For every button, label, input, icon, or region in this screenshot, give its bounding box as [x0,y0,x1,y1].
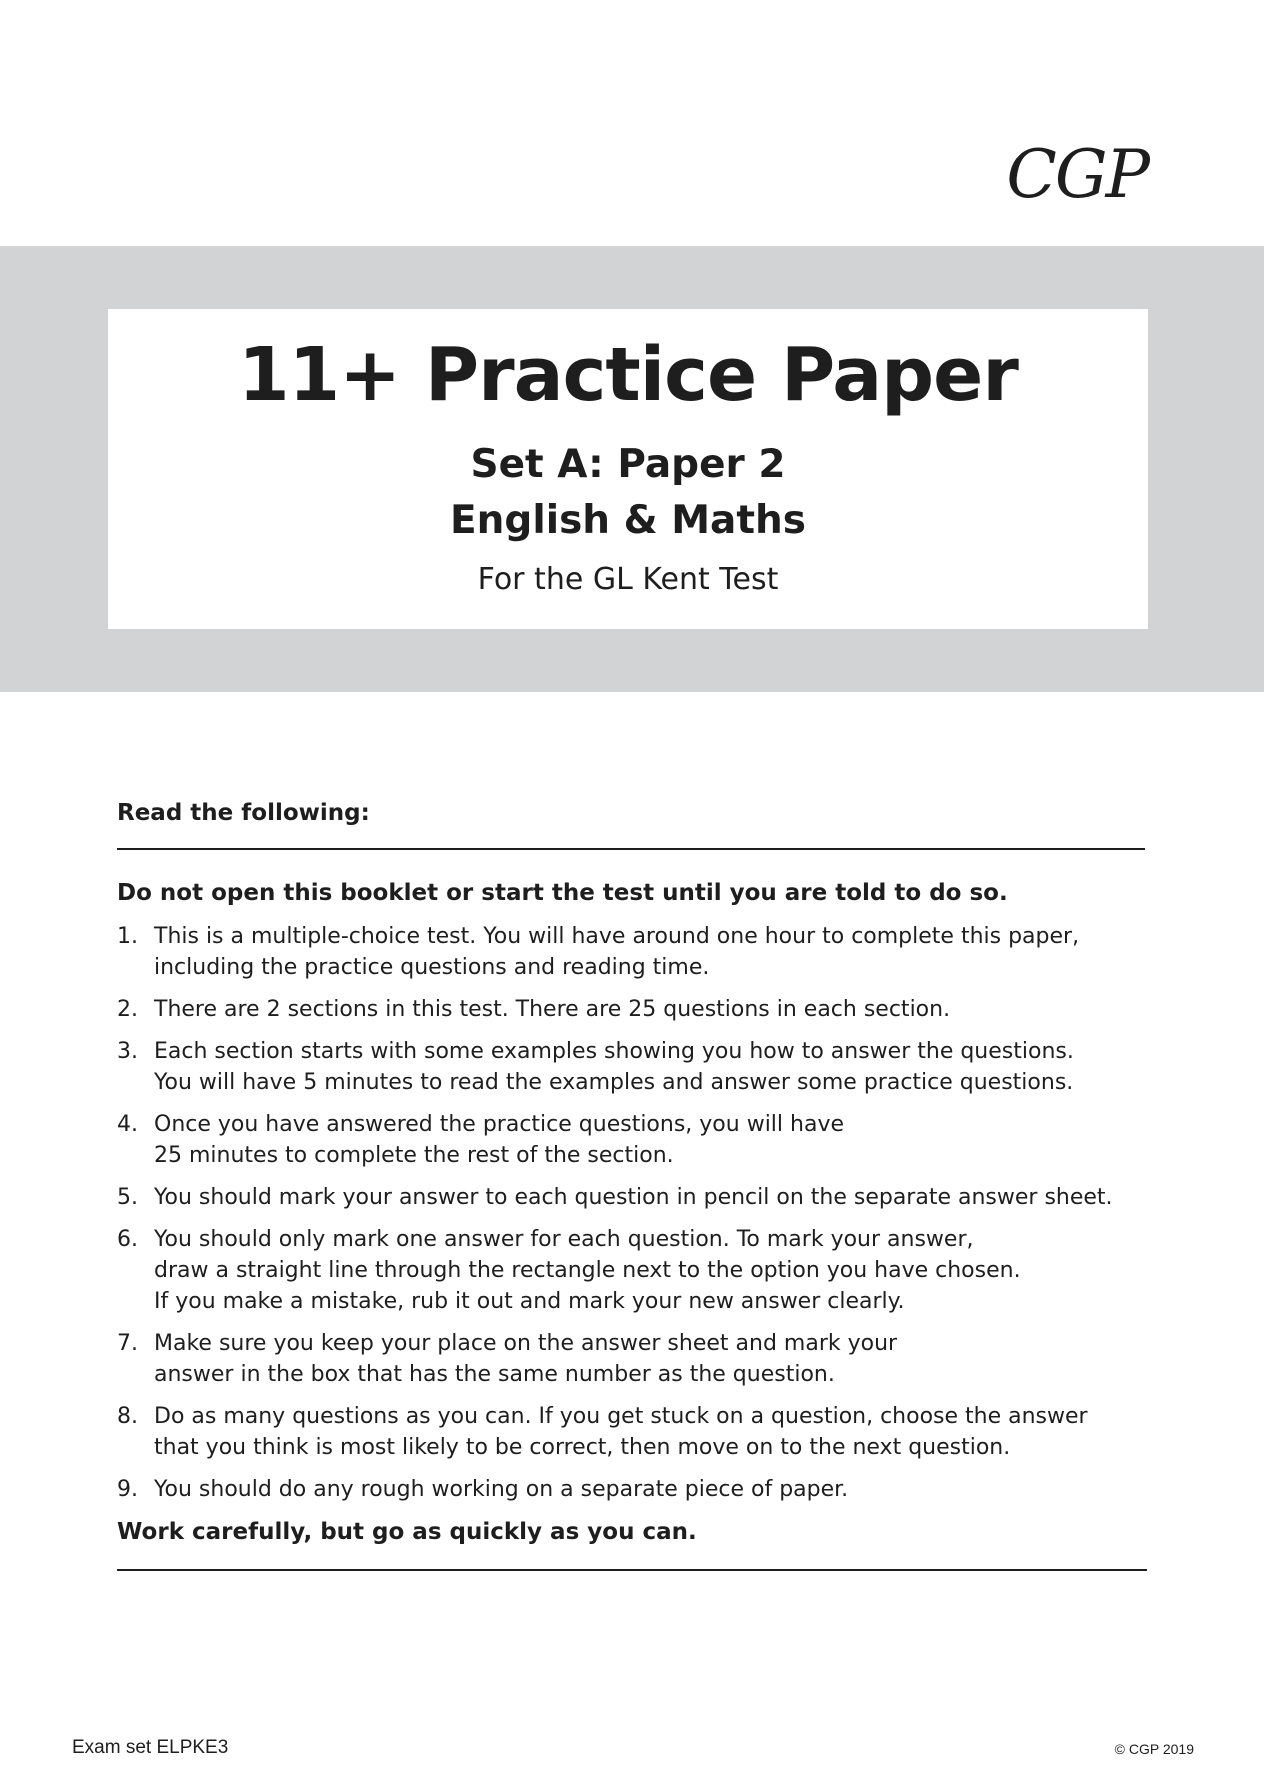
instruction-item [117,921,1147,983]
title-box [108,309,1148,629]
top-divider [117,848,1145,850]
instruction-item [117,1036,1147,1098]
instruction-number: 8. [117,1404,138,1430]
instruction-number: 9. [117,1477,138,1503]
instruction-item [117,1109,1147,1171]
instruction-number: 5. [117,1185,138,1211]
paper-subject: English & Maths [450,497,806,543]
instructions-heading: Read the following: [117,800,370,826]
test-name: For the GL Kent Test [477,562,779,598]
instruction-item [117,1401,1147,1463]
instruction-number: 3. [117,1039,138,1065]
exam-set-code: Exam set ELPKE3 [72,1737,229,1758]
bottom-divider [117,1569,1147,1571]
instruction-text: Once you have answered the practice questions, you will have 25 minutes to complete the rest of the section. [154,1112,845,1169]
instruction-number: 2. [117,997,138,1023]
instruction-text: You should do any rough working on a separate piece of paper. [154,1477,849,1503]
instructions-section [117,797,1147,1571]
instruction-number: 4. [117,1112,138,1138]
paper-title: 11+ Practice Paper [238,332,1018,418]
warning-text: Do not open this booklet or start the test until you are told to do so. [117,880,1008,907]
instruction-item [117,1224,1147,1317]
instruction-text: You should mark your answer to each question in pencil on the separate answer sheet. [154,1185,1113,1211]
instruction-text: This is a multiple-choice test. You will have around one hour to complete this paper, including the practice questions and reading time. [154,924,1080,981]
instruction-item [117,994,1147,1025]
instruction-number: 1. [117,924,138,950]
cgp-logo: CGP [1006,136,1148,213]
instruction-number: 7. [117,1331,138,1357]
closing-text: Work carefully, but go as quickly as you can. [117,1519,697,1546]
instruction-text: Do as many questions as you can. If you get stuck on a question, choose the answer that you think is most likely to be correct, then move on to the next question. [154,1404,1088,1461]
instruction-text: You should only mark one answer for each question. To mark your answer, draw a straight line through the rectangle next to the option you have chosen. If you make a mistake, rub it out and mark your new answer clearly. [154,1227,1021,1315]
instruction-text: Each section starts with some examples showing you how to answer the questions. You will have 5 minutes to read the examples and answer some practice questions. [154,1039,1074,1096]
instruction-number: 6. [117,1227,138,1253]
instruction-item [117,1182,1147,1213]
paper-set: Set A: Paper 2 [470,442,786,488]
instruction-text: There are 2 sections in this test. There are 25 questions in each section. [154,997,951,1023]
instruction-text: Make sure you keep your place on the answer sheet and mark your answer in the box that has the same number as the question. [154,1331,898,1388]
copyright-notice: © CGP 2019 [1114,1741,1194,1757]
instruction-item [117,1328,1147,1390]
instructions-list [117,921,1147,1505]
instruction-item [117,1474,1147,1505]
